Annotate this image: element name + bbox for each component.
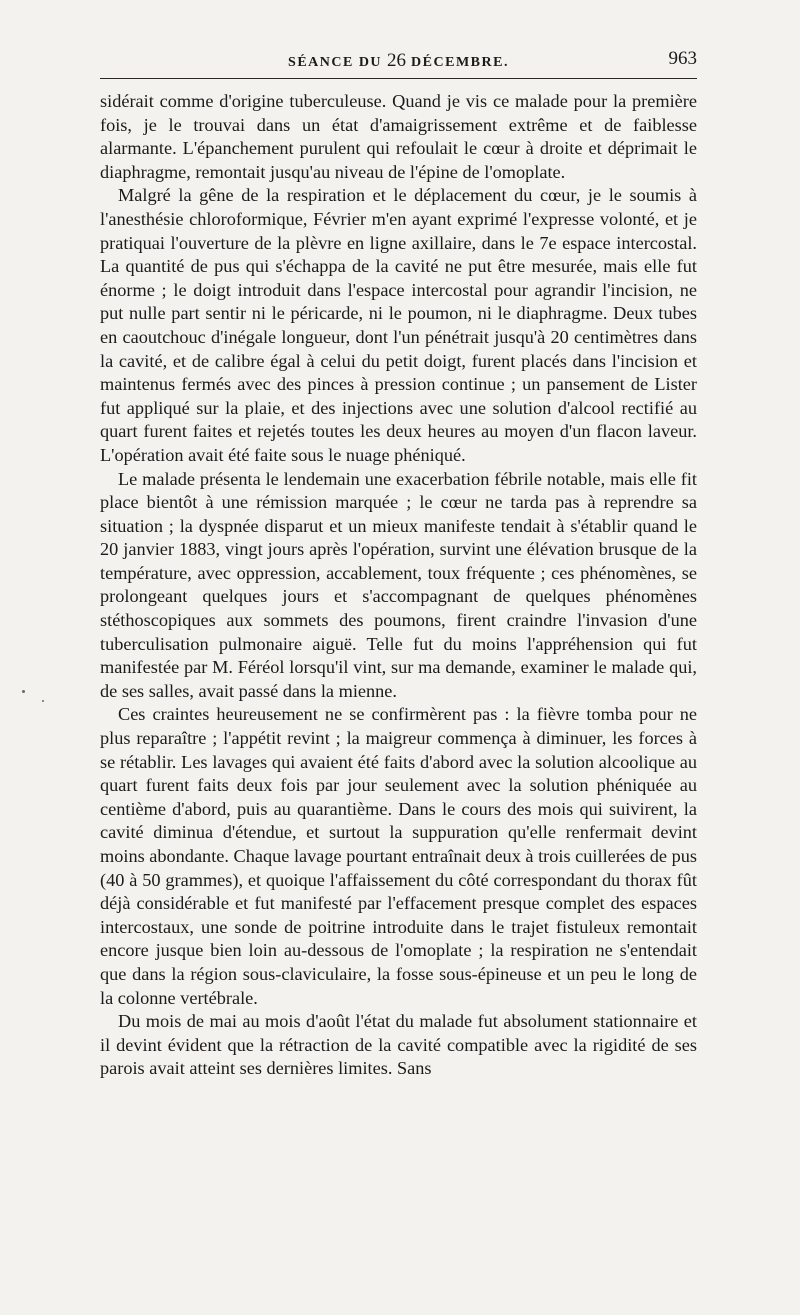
running-title-number: 26 bbox=[387, 50, 407, 71]
paragraph: Du mois de mai au mois d'août l'état du malade fut absolument stationnaire et il devint évident que la rétraction de la cavité compatible avec la rigidité de ses parois avait atteint ses dernières limites. Sans bbox=[100, 1011, 697, 1079]
page-number: 963 bbox=[668, 48, 697, 69]
scan-speck bbox=[22, 690, 25, 693]
running-title-prefix: SÉANCE DU bbox=[288, 55, 388, 70]
paragraph: Le malade présenta le lendemain une exacerbation fébrile notable, mais elle fit place bientôt à une rémission marquée ; le cœur ne tarda pas à reprendre sa situation ; la dyspnée disparut et un mieux manifeste tendait à s'établir quand le 20 janvier 1883, vingt jours après l'opération, survint une élévation brusque de la température, avec oppression, accablement, toux fréquente ; ces phénomènes, se prolongeant quelques jours et s'accompagnant de quelques phénomènes stéthoscopiques aux sommets des poumons, firent craindre l'invasion d'une tuberculisation pulmonaire aiguë. Telle fut du moins l'appréhension qui fut manifestée par M. Féréol lorsqu'il vint, sur ma demande, examiner le malade qui, de ses salles, avait passé dans la mienne. bbox=[100, 468, 697, 701]
running-title-suffix: DÉCEMBRE. bbox=[406, 55, 509, 70]
body-text bbox=[100, 90, 697, 1081]
running-title bbox=[100, 50, 697, 72]
page-header bbox=[100, 50, 697, 70]
paragraph: Malgré la gêne de la respiration et le déplacement du cœur, je le soumis à l'anesthésie chloroformique, Février m'en ayant exprimé l'expresse volonté, et je pratiquai l'ouverture de la plèvre en ligne axillaire, dans le 7e espace intercostal. La quantité de pus qui s'échappa de la cavité ne put être mesurée, mais elle fut énorme ; le doigt introduit dans l'espace intercostal pour agrandir l'incision, ne put nulle part sentir ni le péricarde, ni le poumon, ni le diaphragme. Deux tubes en caoutchouc d'inégale longueur, dont l'un pénétrait jusqu'à 20 centimètres dans la cavité, et de calibre égal à celui du petit doigt, furent placés dans l'incision et maintenus fermés avec des pinces à pression continue ; un pansement de Lister fut appliqué sur la plaie, et des injections avec une solution d'alcool rectifié au quart furent faites et rejetés toutes les deux heures au moyen d'un flacon laveur. L'opération avait été faite sous le nuage phéniqué. bbox=[100, 185, 697, 465]
paragraph: Ces craintes heureusement ne se confirmèrent pas : la fièvre tomba pour ne plus reparaître ; l'appétit revint ; la maigreur commença à diminuer, les forces à se rétablir. Les lavages qui avaient été faits d'abord avec la solution alcoolique au quart furent faits deux fois par jour seulement avec la solution phéniquée au centième d'abord, puis au quarantième. Dans le cours des mois qui suivirent, la cavité diminua d'étendue, et surtout la suppuration qu'elle renfermait devint moins abondante. Chaque lavage pourtant entraînait deux à trois cuillerées de pus (40 à 50 grammes), et quoique l'affaissement du côté correspondant du thorax fût déjà considérable et fut manifesté par l'effacement presque complet des espaces intercostaux, une sonde de poitrine introduite dans le trajet fistuleux remontait encore jusque bien loin au-dessous de l'omoplate ; la respiration ne s'entendait que dans la région sous-claviculaire, la fosse sous-épineuse et un peu le long de la colonne vertébrale. bbox=[100, 704, 697, 1008]
header-rule bbox=[100, 78, 697, 79]
scan-speck bbox=[42, 700, 44, 702]
paragraph: sidérait comme d'origine tuberculeuse. Quand je vis ce malade pour la première fois, je le trouvai dans un état d'amaigrissement extrême et de faiblesse alarmante. L'épanchement purulent qui refoulait le cœur à droite et déprimait le diaphragme, remontait jusqu'au niveau de l'épine de l'omoplate. bbox=[100, 91, 697, 182]
